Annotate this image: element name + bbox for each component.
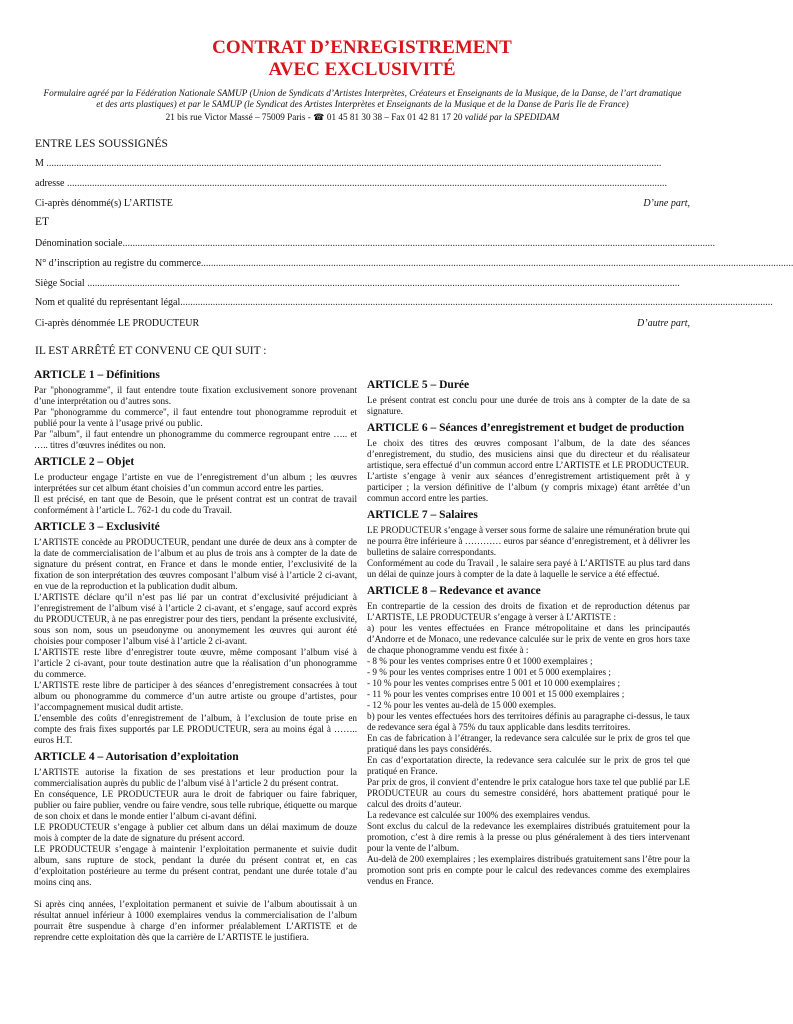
field-m [35,158,690,170]
address-line [40,112,685,123]
field-adresse-label: adresse [35,178,67,189]
validated-text: validé par la SPEDIDAM [462,112,560,122]
article-paragraph: L’ARTISTE autorise la fixation de ses prestations et leur production pour la commercialisation auprès du public de l’album visé à l’article 2 du présent contrat. [34,767,357,788]
article-paragraph: Conformément au code du Travail , le salaire sera payé à L’ARTISTE au plus tard dans un délai de quinze jours à compter de la date à laquelle le service a été effectué. [367,558,690,579]
article-1 [34,368,357,451]
field-adresse [35,178,690,190]
article-paragraph: - 9 % pour les ventes comprises entre 1 001 et 5 000 exemplaires ; [367,667,611,677]
article-paragraph: Par "album", il faut entendre un phonogramme du commerce regroupant entre ….. et ….. titres d’œuvres inédites ou non. [34,429,357,450]
field-siege [35,278,690,290]
field-denomination-dots: ............................................................................................................................................................................................................................................. [122,238,715,249]
article-paragraph: Par "phonogramme", il faut entendre toute fixation exclusivement sonore provenant d’une interprétation ou d’autres sons. [34,385,357,406]
article-paragraph: La redevance est calculée sur 100% des exemplaires vendus. [367,810,591,820]
field-denomination [35,238,715,250]
right-column [367,374,690,887]
intro-text: Formulaire agréé par la Fédération Nationale SAMUP (Union de Syndicats d’Artistes Interprètes, Créateurs et Enseignants de la Musique, de la Danse, de l’art dramatique et des arts plastiques) et par le SAMUP (le Syndicat des Artistes Interprètes et Enseignants de la Musique et de la Danse de Paris Ile de France) [43,88,682,109]
convenu-heading: IL EST ARRÊTÉ ET CONVENU CE QUI SUIT : [35,345,267,357]
field-m-label: M [35,158,47,169]
article-paragraph: Le choix des titres des œuvres composant l’album, de la date des séances d’enregistrement, du studio, des musiciens ainsi que du directeur et du réalisateur artistique, sera effectué d’un commun accord entre L’ARTISTE et LE PRODUCTEUR. [367,438,690,470]
article-paragraph: L’artiste s’engage à venir aux séances d’enregistrement artistiquement prêt à y participer ; la version définitive de l’album (y compris mixage) étant arrêtée d’un commun accord entre les parties. [367,471,690,503]
article-paragraph: - 12 % pour les ventes au-delà de 15 000 exemples. [367,700,557,710]
article-paragraph: En cas de fabrication à l’étranger, la redevance sera calculée sur le prix de gros tel que pratiqué dans les pays considérés. [367,733,690,754]
article-paragraph: - 8 % pour les ventes comprises entre 0 et 1000 exemplaires ; [367,656,593,666]
article-title: ARTICLE 3 – Exclusivité [34,521,160,533]
field-registre-dots: ............................................................................................................................................................................................................................................. [200,258,793,269]
phone-icon: ☎ [313,112,325,122]
article-title: ARTICLE 7 – Salaires [367,509,478,521]
article-paragraph: LE PRODUCTEUR s’engage à verser sous forme de salaire une rémunération brute qui ne pourra être inférieure à ………… euros par séance d’enregistrement, et à délivrer les bulletins de salaire correspondants. [367,525,690,557]
field-adresse-dots: ................................................................................................................................................................................................................................................ [66,178,667,189]
article-paragraph: En cas d’exportatation directe, la redevance sera calculée sur le prix de gros tel que pratiqué en France. [367,755,690,776]
article-paragraph: - 10 % pour les ventes comprises entre 5 001 et 10 000 exemplaires ; [367,678,621,688]
article-paragraph: - 11 % pour les ventes comprises entre 10 001 et 15 000 exemplaires ; [367,689,625,699]
article-title: ARTICLE 6 – Séances d’enregistrement et budget de production [367,422,685,434]
article-paragraph: Le producteur engage l’artiste en vue de l’enregistrement d’un album ; les œuvres interprétées sur cet album étant choisies d’un commun accord entre les parties. [34,472,357,493]
field-representant-label: Nom et qualité du représentant légal [35,297,181,308]
article-paragraph: Sont exclus du calcul de la redevance les exemplaires distribués gratuitement pour la promotion, c’est à dire remis à la presse ou plus généralement à des tiers intervenant pour la vente de l’album. [367,821,690,853]
article-paragraph: Si après cinq années, l’exploitation permanent et suivie de l’album aboutissait à un résultat annuel inférieur à 1000 exemplaires vendus la commercialisation de l’album pourrait être suspendue à charge d’en informer préalablement L’ARTISTE et de reprendre cette exploitation dès que la carrière de L’ARTISTE le justifiera. [34,899,357,942]
article-paragraph: Le présent contrat est conclu pour une durée de trois ans à compter de la date de sa signature. [367,395,690,416]
artiste-right: D’une part, [639,198,690,210]
article-2 [34,455,357,516]
article-paragraph: En contrepartie de la cession des droits de fixation et de reproduction détenus par L’ARTISTE, LE PRODUCTEUR s’engage à verser à L’ARTISTE : [367,601,690,622]
field-registre [35,258,793,270]
article-paragraph: Au-delà de 200 exemplaires ; les exemplaires distribués gratuitement sans l’être pour la promotion sont pris en compte pour le calcul des redevances comme des exemplaires vendus en France. [367,854,690,886]
artiste-label: Ci-après dénommé(s) L’ARTISTE [35,198,173,209]
producteur-right: D’autre part, [633,318,690,330]
contract-title-line1: CONTRAT D’ENREGISTREMENT [212,37,512,58]
article-paragraph: LE PRODUCTEUR s’engage à publier cet album dans un délai maximum de douze mois à compter de la date de signature du présent accord. [34,822,357,843]
article-paragraph: L’ARTISTE reste libre de participer à des séances d’enregistrement consacrées à tout album ou phonogramme du commerce d’un autre artiste ou groupe d’artistes, pour l’accompagnement musical dudit artiste. [34,680,357,712]
article-title: ARTICLE 4 – Autorisation d’exploitation [34,751,239,763]
field-m-dots: ...................................................................................................................................................................................................................................................... [46,158,662,169]
address-suffix: 01 45 81 30 38 – Fax 01 42 81 17 20 [324,112,463,122]
field-registre-label: N° d’inscription au registre du commerce [35,258,201,269]
field-denomination-label: Dénomination sociale [35,238,123,249]
article-paragraph: b) pour les ventes effectuées hors des territoires définis au paragraphe ci-dessus, le taux de redevance sera égal à 75% du taux applicable dans lesdits territoires. [367,711,690,732]
article-title: ARTICLE 8 – Redevance et avance [367,585,541,597]
article-paragraph: a) pour les ventes effectuées en France métropolitaine et dans les principautés d’Andorre et de Monaco, une redevance calculée sur le prix de vente en gros hors taxe de chaque phonogramme vendu est fixée à : [367,623,690,655]
article-paragraph: LE PRODUCTEUR s’engage à maintenir l’exploitation permanente et suivie dudit album, sans rupture de stock, pendant la durée du présent contrat et, en cas d’exploitation postérieure au terme du présent contrat, pendant une durée totale d’au moins cinq ans. [34,844,357,887]
article-5 [367,378,690,417]
field-siege-label: Siège Social [35,278,88,289]
article-title: ARTICLE 1 – Définitions [34,369,160,381]
article-3 [34,520,357,746]
article-paragraph: Par prix de gros, il convient d’entendre le prix catalogue hors taxe tel que publié par LE PRODUCTEUR au cours du semestre considéré, hors abattement pratiqué pour le calcul des droits d’auteur. [367,777,690,809]
producteur-line [35,318,690,330]
article-paragraph: En conséquence, LE PRODUCTEUR aura le droit de fabriquer ou faire fabriquer, publier ou faire publier, vendre ou faire vendre, sous telle rubrique, étiquette ou marque de son choix et dans le monde entier l’album ci-avant défini. [34,789,357,821]
et-heading: ET [35,216,50,228]
article-paragraph: L’ARTISTE déclare qu’il n’est pas lié par un contrat d’exclusivité préjudiciant à l’enregistrement de l’album visé à l’article 2 ci-avant, et s’engage, sauf accord exprès du PRODUCTEUR, à ne pas enregistrer pour des tiers, pendant la présente exclusivité, sous son nom, sous un pseudonyme ou anonymement les œuvres qui auront été choisies pour composer l’album visé à l’article 2 ci-avant. [34,592,357,646]
article-8 [367,584,690,887]
artiste-line [35,198,690,210]
entre-heading: ENTRE LES SOUSSIGNÉS [35,138,168,150]
paragraph-gap [34,888,357,899]
article-paragraph: L’ARTISTE reste libre d’enregistrer toute œuvre, même composant l’album visé à l’article 2 ci-avant, pour toute destination autre que la réalisation d’un phonogramme du commerce. [34,647,357,679]
producteur-label: Ci-après dénommée LE PRODUCTEUR [35,318,200,329]
article-6 [367,421,690,504]
article-title: ARTICLE 2 – Objet [34,456,135,468]
field-representant [35,297,773,309]
contract-title-line2: AVEC EXCLUSIVITÉ [268,59,456,80]
article-paragraph: L’ARTISTE concède au PRODUCTEUR, pendant une durée de deux ans à compter de la date de commercialisation de l’album et au plus de trois ans à compter de la date de signature du présent contrat, en France et dans le monde entier, l’exclusivité de la fixation de son interprétation des œuvres composant l’album visé à l’article 2 ci-avant, en vue de la reproduction et la publication dudit album. [34,537,357,591]
article-paragraph: L’ensemble des coûts d’enregistrement de l’album, à l’exclusion de toute prise en compte des frais fixes supportés par LE PRODUCTEUR, sera au moins égal à …….. euros H.T. [34,713,357,745]
field-siege-dots: ............................................................................................................................................................................................................................................. [87,278,680,289]
article-paragraph: Par "phonogramme du commerce", il faut entendre tout phonogramme reproduit et publié pour la vente à l’usage privé ou public. [34,407,357,428]
article-paragraph: Il est précisé, en tant que de Besoin, que le présent contrat est un contrat de travail conformément à l’article L. 762-1 du code du Travail. [34,494,357,515]
article-title: ARTICLE 5 – Durée [367,379,470,391]
address-prefix: 21 bis rue Victor Massé – 75009 Paris - [165,112,311,122]
field-representant-dots: ............................................................................................................................................................................................................................................. [180,297,773,308]
left-column [34,364,357,943]
article-7 [367,508,690,580]
article-4 [34,750,357,943]
